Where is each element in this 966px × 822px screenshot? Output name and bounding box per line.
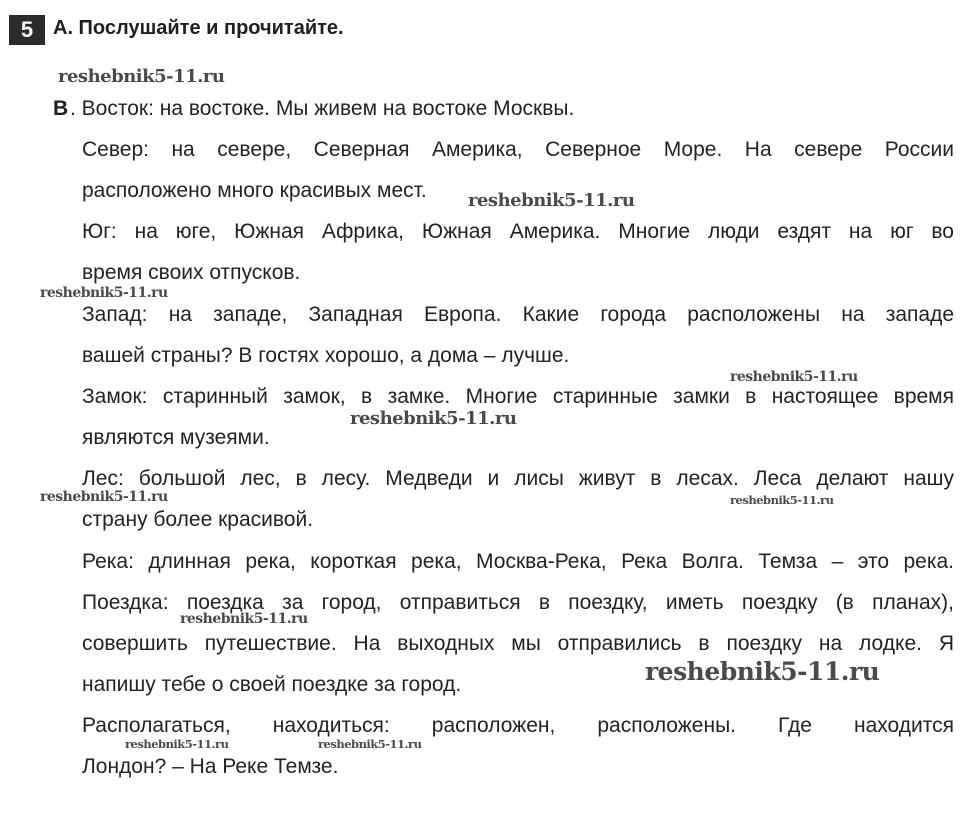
watermark: reshebnik5-11.ru [180,611,308,627]
watermark: reshebnik5-11.ru [40,489,168,505]
text-line: Север: на севере, Северная Америка, Северное Море. На севере России [82,138,954,161]
text-line: время своих отпусков. [82,261,301,284]
text-line: вашей страны? В гостях хорошо, а дома – лучше. [82,344,570,367]
text-line: Запад: на западе, Западная Европа. Какие города расположены на западе [82,303,954,326]
text-line: Поездка: поездка за город, отправиться в поездку, иметь поездку (в планах), [82,591,954,614]
watermark: reshebnik5-11.ru [730,493,834,507]
text-line: Река: длинная река, короткая река, Москва-Река, Река Волга. Темза – это река. [82,550,954,573]
exercise-heading: А. Послушайте и прочитайте. [53,17,344,39]
exercise-number-badge: 5 [9,15,45,45]
text-line: Юг: на юге, Южная Африка, Южная Америка. Многие люди ездят на юг во [82,220,954,243]
text-line: страну более красивой. [82,508,314,531]
watermark: reshebnik5-11.ru [58,66,225,87]
watermark: reshebnik5-11.ru [468,190,635,211]
text-line: Лондон? – На Реке Темзе. [82,755,339,778]
text-line: Располагаться, находиться: расположен, расположены. Где находится [82,714,954,737]
text-line: расположено много красивых мест. [82,179,427,202]
watermark: reshebnik5-11.ru [350,408,517,429]
text-line: Лес: большой лес, в лесу. Медведи и лисы живут в лесах. Леса делают нашу [82,467,954,490]
text-line: напишу тебе о своей поездке за город. [82,673,462,696]
watermark: reshebnik5-11.ru [40,285,168,301]
watermark: reshebnik5-11.ru [125,737,229,751]
part-letter: В [53,97,69,120]
first-line: . Восток: на востоке. Мы живем на востоке Москвы. [70,97,575,120]
watermark: reshebnik5-11.ru [318,737,422,751]
watermark: reshebnik5-11.ru [730,369,858,385]
watermark: reshebnik5-11.ru [645,657,880,686]
text-line: совершить путешествие. На выходных мы отправились в поездку на лодке. Я [82,632,954,655]
text-line: являются музеями. [82,426,270,449]
text-line: Замок: старинный замок, в замке. Многие старинные замки в настоящее время [82,385,954,408]
